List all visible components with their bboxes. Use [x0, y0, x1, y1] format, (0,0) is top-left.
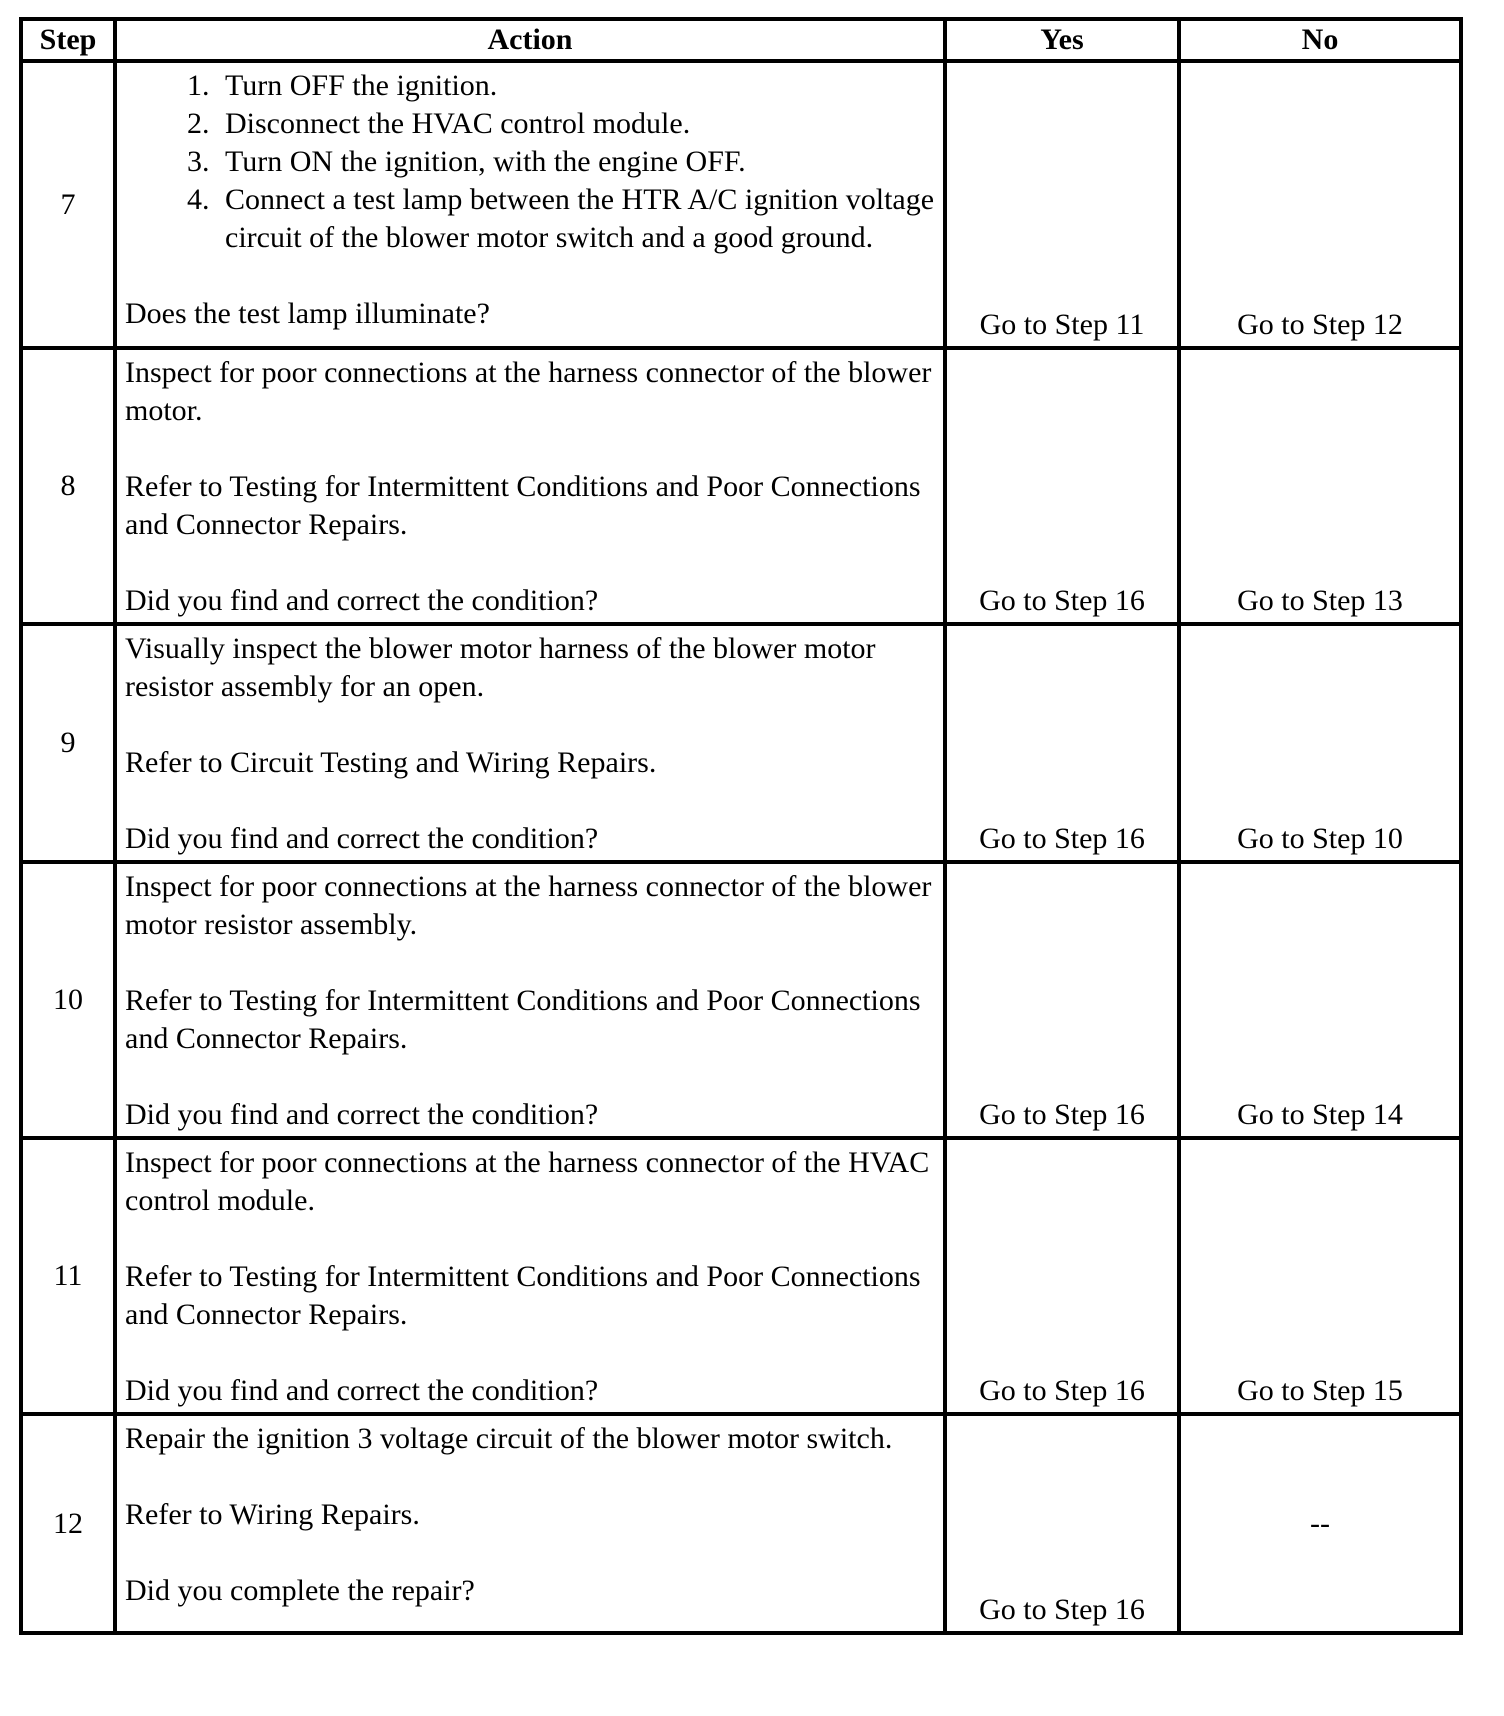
action-cell: [115, 1414, 945, 1633]
yes-outcome: Go to Step 16: [945, 1414, 1179, 1633]
action-question: Did you find and correct the condition?: [125, 822, 599, 855]
list-item: 1. Turn OFF the ignition.: [217, 67, 935, 105]
action-reference: Refer to Circuit Testing and Wiring Repairs.: [125, 746, 657, 779]
table-row: [21, 61, 1461, 348]
action-reference: Refer to Testing for Intermittent Conditions and Poor Connections and Connector Repairs.: [125, 984, 921, 1055]
step-number: 11: [21, 1138, 115, 1414]
action-question: Does the test lamp illuminate?: [125, 297, 490, 330]
step-number: 7: [21, 61, 115, 348]
list-item: 4. Connect a test lamp between the HTR A/C ignition voltage circuit of the blower motor switch and a good ground.: [217, 181, 935, 257]
step-number: 12: [21, 1414, 115, 1633]
action-instruction: Repair the ignition 3 voltage circuit of the blower motor switch.: [125, 1422, 893, 1455]
table-row: [21, 1414, 1461, 1633]
action-instruction: Visually inspect the blower motor harness of the blower motor resistor assembly for an open.: [125, 632, 876, 703]
table-row: [21, 624, 1461, 862]
action-reference: Refer to Testing for Intermittent Conditions and Poor Connections and Connector Repairs.: [125, 1260, 921, 1331]
action-instruction: Inspect for poor connections at the harness connector of the blower motor resistor assembly.: [125, 870, 932, 941]
action-question: Did you find and correct the condition?: [125, 584, 599, 617]
action-cell: [115, 624, 945, 862]
header-action: Action: [115, 19, 945, 61]
no-outcome: Go to Step 12: [1179, 61, 1461, 348]
action-cell: [115, 61, 945, 348]
action-question: Did you find and correct the condition?: [125, 1374, 599, 1407]
diagnostic-table-container: [19, 17, 1459, 1635]
yes-outcome: Go to Step 16: [945, 624, 1179, 862]
step-number: 9: [21, 624, 115, 862]
action-instruction: Inspect for poor connections at the harness connector of the HVAC control module.: [125, 1146, 930, 1217]
table-row: [21, 862, 1461, 1138]
action-list: [125, 67, 935, 257]
action-reference: Refer to Testing for Intermittent Conditions and Poor Connections and Connector Repairs.: [125, 470, 921, 541]
action-question: Did you complete the repair?: [125, 1574, 475, 1607]
no-outcome: Go to Step 14: [1179, 862, 1461, 1138]
no-outcome: Go to Step 10: [1179, 624, 1461, 862]
step-number: 10: [21, 862, 115, 1138]
yes-outcome: Go to Step 11: [945, 61, 1179, 348]
yes-outcome: Go to Step 16: [945, 862, 1179, 1138]
action-cell: [115, 348, 945, 624]
action-cell: [115, 862, 945, 1138]
yes-outcome: Go to Step 16: [945, 1138, 1179, 1414]
step-number: 8: [21, 348, 115, 624]
yes-outcome: Go to Step 16: [945, 348, 1179, 624]
action-reference: Refer to Wiring Repairs.: [125, 1498, 420, 1531]
diagnostic-table: [19, 17, 1463, 1635]
header-no: No: [1179, 19, 1461, 61]
list-item: 2. Disconnect the HVAC control module.: [217, 105, 935, 143]
action-cell: [115, 1138, 945, 1414]
no-outcome: --: [1179, 1414, 1461, 1633]
table-row: [21, 348, 1461, 624]
header-step: Step: [21, 19, 115, 61]
no-outcome: Go to Step 13: [1179, 348, 1461, 624]
header-yes: Yes: [945, 19, 1179, 61]
header-row: [21, 19, 1461, 61]
list-item: 3. Turn ON the ignition, with the engine OFF.: [217, 143, 935, 181]
no-outcome: Go to Step 15: [1179, 1138, 1461, 1414]
action-question: Did you find and correct the condition?: [125, 1098, 599, 1131]
action-instruction: Inspect for poor connections at the harness connector of the blower motor.: [125, 356, 932, 427]
table-row: [21, 1138, 1461, 1414]
